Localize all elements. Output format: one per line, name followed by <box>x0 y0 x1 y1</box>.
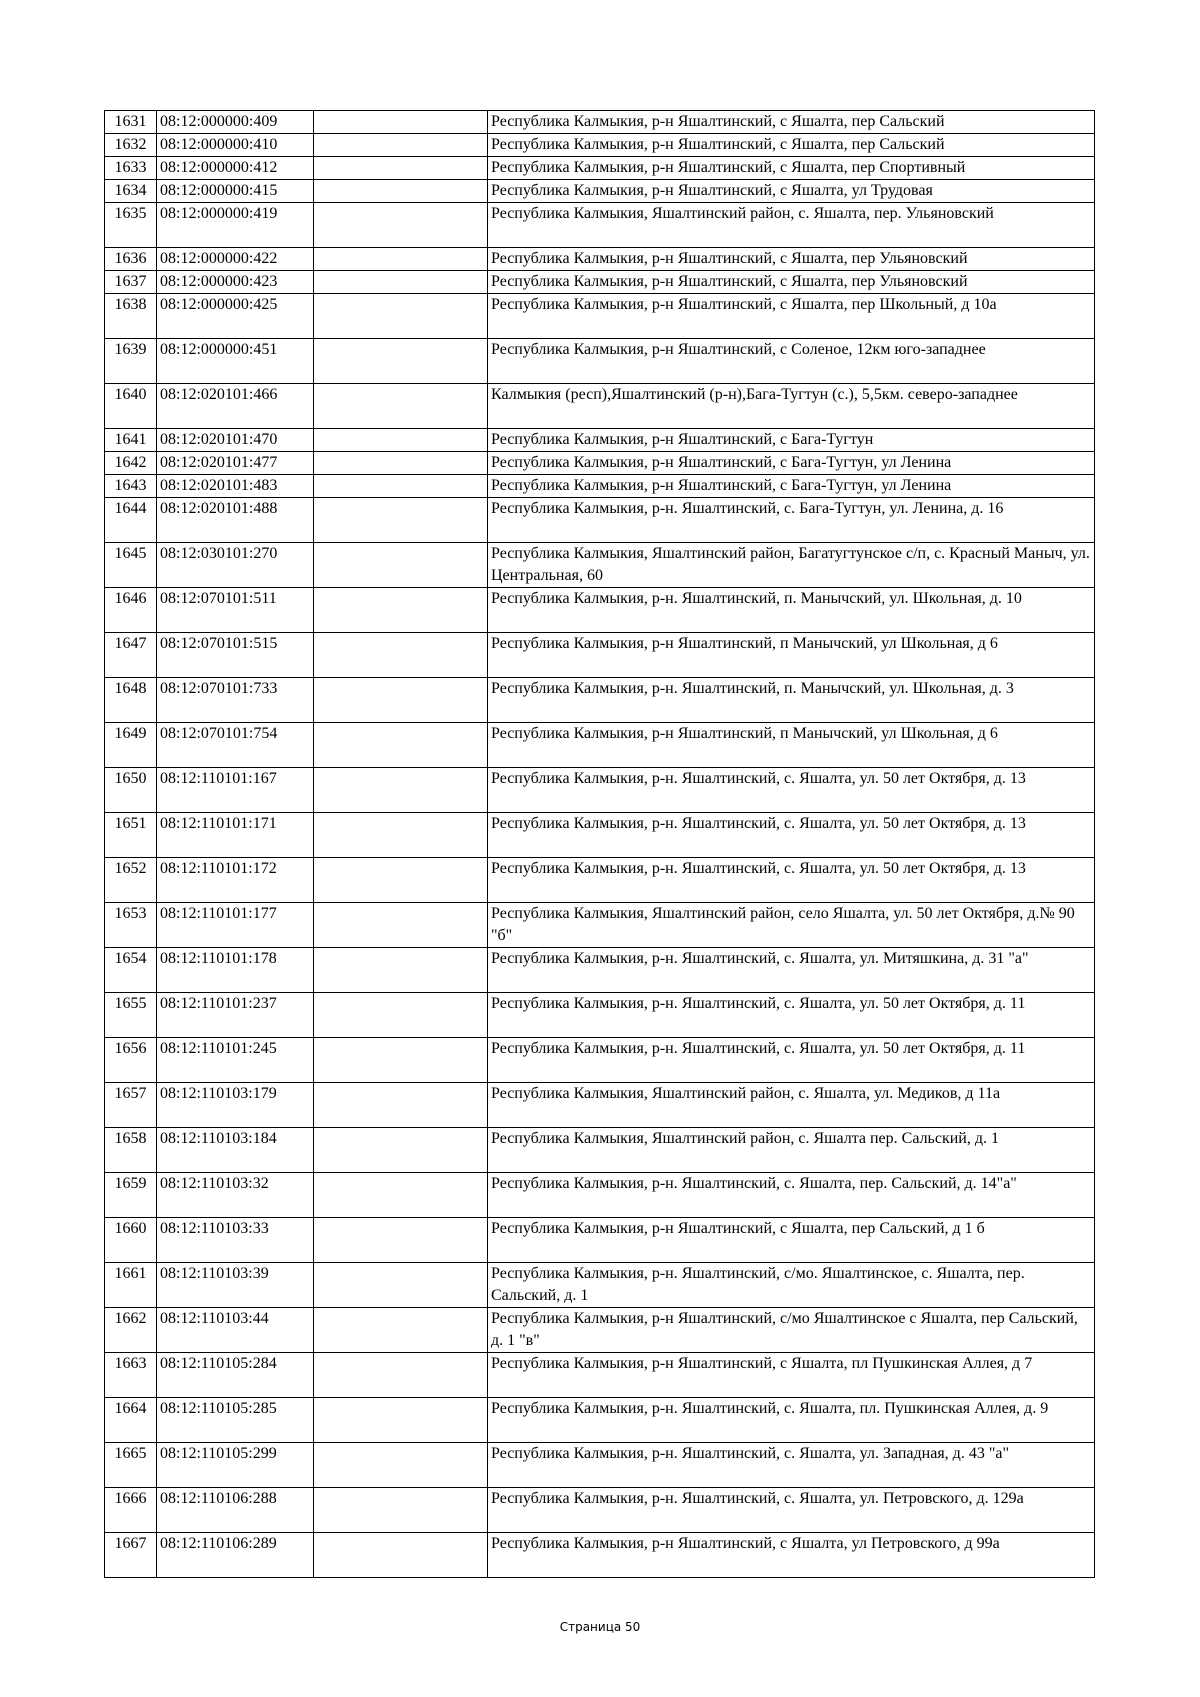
row-number-cell: 1649 <box>105 723 157 768</box>
cadastral-number-cell: 08:12:110103:33 <box>157 1218 314 1263</box>
empty-cell <box>314 271 488 294</box>
address-cell: Республика Калмыкия, р-н Яшалтинский, с Яшалта, пер Сальский, д 1 б <box>488 1218 1095 1263</box>
row-number-cell: 1635 <box>105 203 157 248</box>
cadastral-number-cell: 08:12:110103:32 <box>157 1173 314 1218</box>
table-row <box>105 858 1095 903</box>
address-cell: Республика Калмыкия, р-н Яшалтинский, с Яшалта, пер Спортивный <box>488 157 1095 180</box>
cadastral-number-cell: 08:12:110101:178 <box>157 948 314 993</box>
empty-cell <box>314 1083 488 1128</box>
table-row <box>105 993 1095 1038</box>
table-row <box>105 1128 1095 1173</box>
address-cell: Республика Калмыкия, р-н Яшалтинский, с Соленое, 12км юго-западнее <box>488 339 1095 384</box>
cadastral-number-cell: 08:12:110101:171 <box>157 813 314 858</box>
address-cell: Республика Калмыкия, р-н. Яшалтинский, с. Яшалта, ул. Митяшкина, д. 31 "а" <box>488 948 1095 993</box>
cadastral-number-cell: 08:12:070101:515 <box>157 633 314 678</box>
row-number-cell: 1656 <box>105 1038 157 1083</box>
cadastral-number-cell: 08:12:000000:423 <box>157 271 314 294</box>
address-cell: Республика Калмыкия, р-н Яшалтинский, с Яшалта, пер Сальский <box>488 111 1095 134</box>
empty-cell <box>314 1488 488 1533</box>
row-number-cell: 1659 <box>105 1173 157 1218</box>
empty-cell <box>314 1038 488 1083</box>
cadastral-number-cell: 08:12:000000:451 <box>157 339 314 384</box>
cadastral-number-cell: 08:12:000000:415 <box>157 180 314 203</box>
cadastral-number-cell: 08:12:020101:477 <box>157 452 314 475</box>
cadastral-number-cell: 08:12:110101:172 <box>157 858 314 903</box>
row-number-cell: 1651 <box>105 813 157 858</box>
address-cell: Республика Калмыкия, р-н Яшалтинский, с Яшалта, пер Ульяновский <box>488 248 1095 271</box>
address-cell: Республика Калмыкия, р-н Яшалтинский, с Яшалта, ул Трудовая <box>488 180 1095 203</box>
cadastral-number-cell: 08:12:110101:177 <box>157 903 314 948</box>
empty-cell <box>314 633 488 678</box>
cadastral-number-cell: 08:12:000000:422 <box>157 248 314 271</box>
row-number-cell: 1633 <box>105 157 157 180</box>
table-row <box>105 452 1095 475</box>
cadastral-number-cell: 08:12:110103:184 <box>157 1128 314 1173</box>
table-row <box>105 498 1095 543</box>
empty-cell <box>314 858 488 903</box>
address-cell: Республика Калмыкия, р-н. Яшалтинский, с. Яшалта, пл. Пушкинская Аллея, д. 9 <box>488 1398 1095 1443</box>
row-number-cell: 1634 <box>105 180 157 203</box>
table-row <box>105 1488 1095 1533</box>
address-cell: Республика Калмыкия, Яшалтинский район, с. Яшалта, ул. Медиков, д 11а <box>488 1083 1095 1128</box>
empty-cell <box>314 180 488 203</box>
cadastral-number-cell: 08:12:030101:270 <box>157 543 314 588</box>
table-row <box>105 1443 1095 1488</box>
empty-cell <box>314 203 488 248</box>
row-number-cell: 1653 <box>105 903 157 948</box>
cadastral-number-cell: 08:12:000000:409 <box>157 111 314 134</box>
row-number-cell: 1655 <box>105 993 157 1038</box>
empty-cell <box>314 475 488 498</box>
row-number-cell: 1645 <box>105 543 157 588</box>
cadastral-number-cell: 08:12:070101:511 <box>157 588 314 633</box>
table-row <box>105 111 1095 134</box>
empty-cell <box>314 1533 488 1578</box>
empty-cell <box>314 498 488 543</box>
row-number-cell: 1658 <box>105 1128 157 1173</box>
empty-cell <box>314 1443 488 1488</box>
row-number-cell: 1640 <box>105 384 157 429</box>
empty-cell <box>314 1218 488 1263</box>
address-cell: Республика Калмыкия, р-н. Яшалтинский, с. Яшалта, пер. Сальский, д. 14"а" <box>488 1173 1095 1218</box>
row-number-cell: 1637 <box>105 271 157 294</box>
table-row <box>105 1398 1095 1443</box>
empty-cell <box>314 1263 488 1308</box>
address-cell: Калмыкия (респ),Яшалтинский (р-н),Бага-Тугтун (с.), 5,5км. северо-западнее <box>488 384 1095 429</box>
cadastral-number-cell: 08:12:110106:289 <box>157 1533 314 1578</box>
empty-cell <box>314 1398 488 1443</box>
empty-cell <box>314 543 488 588</box>
row-number-cell: 1632 <box>105 134 157 157</box>
empty-cell <box>314 993 488 1038</box>
empty-cell <box>314 948 488 993</box>
empty-cell <box>314 588 488 633</box>
row-number-cell: 1667 <box>105 1533 157 1578</box>
cadastral-number-cell: 08:12:110105:299 <box>157 1443 314 1488</box>
address-cell: Республика Калмыкия, р-н Яшалтинский, с Яшалта, пл Пушкинская Аллея, д 7 <box>488 1353 1095 1398</box>
table-row <box>105 134 1095 157</box>
row-number-cell: 1666 <box>105 1488 157 1533</box>
empty-cell <box>314 1173 488 1218</box>
table-row <box>105 1083 1095 1128</box>
cadastral-number-cell: 08:12:110103:44 <box>157 1308 314 1353</box>
cadastral-number-cell: 08:12:020101:488 <box>157 498 314 543</box>
address-cell: Республика Калмыкия, р-н. Яшалтинский, с. Яшалта, ул. 50 лет Октября, д. 11 <box>488 1038 1095 1083</box>
cadastral-number-cell: 08:12:000000:425 <box>157 294 314 339</box>
row-number-cell: 1662 <box>105 1308 157 1353</box>
row-number-cell: 1642 <box>105 452 157 475</box>
address-cell: Республика Калмыкия, р-н. Яшалтинский, с. Яшалта, ул. 50 лет Октября, д. 11 <box>488 993 1095 1038</box>
address-cell: Республика Калмыкия, р-н Яшалтинский, с Яшалта, ул Петровского, д 99а <box>488 1533 1095 1578</box>
row-number-cell: 1639 <box>105 339 157 384</box>
address-cell: Республика Калмыкия, р-н. Яшалтинский, п. Манычский, ул. Школьная, д. 10 <box>488 588 1095 633</box>
address-cell: Республика Калмыкия, р-н. Яшалтинский, с. Яшалта, ул. Западная, д. 43 "а" <box>488 1443 1095 1488</box>
table-row <box>105 543 1095 588</box>
address-cell: Республика Калмыкия, р-н. Яшалтинский, п. Манычский, ул. Школьная, д. 3 <box>488 678 1095 723</box>
empty-cell <box>314 1128 488 1173</box>
table-row <box>105 294 1095 339</box>
table-row <box>105 1218 1095 1263</box>
cadastral-number-cell: 08:12:110105:285 <box>157 1398 314 1443</box>
cadastral-number-cell: 08:12:110101:237 <box>157 993 314 1038</box>
table-row <box>105 948 1095 993</box>
empty-cell <box>314 903 488 948</box>
address-cell: Республика Калмыкия, р-н. Яшалтинский, с. Яшалта, ул. 50 лет Октября, д. 13 <box>488 858 1095 903</box>
row-number-cell: 1644 <box>105 498 157 543</box>
table-row <box>105 1038 1095 1083</box>
table-row <box>105 633 1095 678</box>
address-cell: Республика Калмыкия, р-н Яшалтинский, п Манычский, ул Школьная, д 6 <box>488 633 1095 678</box>
table-row <box>105 429 1095 452</box>
table-row <box>105 813 1095 858</box>
row-number-cell: 1638 <box>105 294 157 339</box>
cadastral-number-cell: 08:12:110105:284 <box>157 1353 314 1398</box>
empty-cell <box>314 111 488 134</box>
empty-cell <box>314 384 488 429</box>
cadastral-number-cell: 08:12:070101:754 <box>157 723 314 768</box>
row-number-cell: 1660 <box>105 1218 157 1263</box>
row-number-cell: 1650 <box>105 768 157 813</box>
empty-cell <box>314 429 488 452</box>
row-number-cell: 1664 <box>105 1398 157 1443</box>
cadastral-number-cell: 08:12:020101:470 <box>157 429 314 452</box>
row-number-cell: 1647 <box>105 633 157 678</box>
row-number-cell: 1654 <box>105 948 157 993</box>
row-number-cell: 1643 <box>105 475 157 498</box>
row-number-cell: 1665 <box>105 1443 157 1488</box>
table-row <box>105 1353 1095 1398</box>
address-cell: Республика Калмыкия, р-н Яшалтинский, с Яшалта, пер Ульяновский <box>488 271 1095 294</box>
table-row <box>105 203 1095 248</box>
row-number-cell: 1661 <box>105 1263 157 1308</box>
cadastral-number-cell: 08:12:110103:179 <box>157 1083 314 1128</box>
table-row <box>105 1308 1095 1353</box>
empty-cell <box>314 1308 488 1353</box>
empty-cell <box>314 157 488 180</box>
table-row <box>105 475 1095 498</box>
row-number-cell: 1652 <box>105 858 157 903</box>
row-number-cell: 1631 <box>105 111 157 134</box>
empty-cell <box>314 248 488 271</box>
address-cell: Республика Калмыкия, Яшалтинский район, Багатугтунское с/п, с. Красный Маныч, ул. Центральная, 60 <box>488 543 1095 588</box>
registry-table <box>104 110 1095 1578</box>
row-number-cell: 1663 <box>105 1353 157 1398</box>
table-row <box>105 1533 1095 1578</box>
table-row <box>105 723 1095 768</box>
table-row <box>105 157 1095 180</box>
table-row <box>105 903 1095 948</box>
table-row <box>105 339 1095 384</box>
address-cell: Республика Калмыкия, р-н Яшалтинский, с Яшалта, пер Школьный, д 10а <box>488 294 1095 339</box>
empty-cell <box>314 294 488 339</box>
cadastral-number-cell: 08:12:110101:245 <box>157 1038 314 1083</box>
address-cell: Республика Калмыкия, р-н. Яшалтинский, с. Яшалта, ул. Петровского, д. 129а <box>488 1488 1095 1533</box>
empty-cell <box>314 723 488 768</box>
cadastral-number-cell: 08:12:070101:733 <box>157 678 314 723</box>
cadastral-number-cell: 08:12:000000:410 <box>157 134 314 157</box>
row-number-cell: 1641 <box>105 429 157 452</box>
address-cell: Республика Калмыкия, Яшалтинский район, с. Яшалта, пер. Ульяновский <box>488 203 1095 248</box>
table-row <box>105 1173 1095 1218</box>
address-cell: Республика Калмыкия, р-н Яшалтинский, с Яшалта, пер Сальский <box>488 134 1095 157</box>
row-number-cell: 1657 <box>105 1083 157 1128</box>
table-row <box>105 588 1095 633</box>
table-row <box>105 180 1095 203</box>
row-number-cell: 1636 <box>105 248 157 271</box>
empty-cell <box>314 452 488 475</box>
cadastral-number-cell: 08:12:110101:167 <box>157 768 314 813</box>
address-cell: Республика Калмыкия, р-н. Яшалтинский, с/мо. Яшалтинское, с. Яшалта, пер. Сальский, д. 1 <box>488 1263 1095 1308</box>
address-cell: Республика Калмыкия, р-н Яшалтинский, с Бага-Тугтун, ул Ленина <box>488 475 1095 498</box>
empty-cell <box>314 1353 488 1398</box>
table-row <box>105 271 1095 294</box>
address-cell: Республика Калмыкия, р-н Яшалтинский, с/мо Яшалтинское с Яшалта, пер Сальский, д. 1 "в" <box>488 1308 1095 1353</box>
table-row <box>105 248 1095 271</box>
page-footer: Страница 50 <box>559 1620 641 1634</box>
address-cell: Республика Калмыкия, р-н. Яшалтинский, с. Бага-Тугтун, ул. Ленина, д. 16 <box>488 498 1095 543</box>
table-row <box>105 678 1095 723</box>
empty-cell <box>314 339 488 384</box>
empty-cell <box>314 768 488 813</box>
address-cell: Республика Калмыкия, р-н. Яшалтинский, с. Яшалта, ул. 50 лет Октября, д. 13 <box>488 768 1095 813</box>
address-cell: Республика Калмыкия, р-н Яшалтинский, с Бага-Тугтун, ул Ленина <box>488 452 1095 475</box>
empty-cell <box>314 813 488 858</box>
table-row <box>105 384 1095 429</box>
address-cell: Республика Калмыкия, Яшалтинский район, село Яшалта, ул. 50 лет Октября, д.№ 90 "б" <box>488 903 1095 948</box>
empty-cell <box>314 678 488 723</box>
cadastral-number-cell: 08:12:110103:39 <box>157 1263 314 1308</box>
cadastral-number-cell: 08:12:000000:419 <box>157 203 314 248</box>
row-number-cell: 1648 <box>105 678 157 723</box>
address-cell: Республика Калмыкия, р-н Яшалтинский, п Манычский, ул Школьная, д 6 <box>488 723 1095 768</box>
row-number-cell: 1646 <box>105 588 157 633</box>
address-cell: Республика Калмыкия, р-н Яшалтинский, с Бага-Тугтун <box>488 429 1095 452</box>
address-cell: Республика Калмыкия, р-н. Яшалтинский, с. Яшалта, ул. 50 лет Октября, д. 13 <box>488 813 1095 858</box>
empty-cell <box>314 134 488 157</box>
cadastral-number-cell: 08:12:020101:483 <box>157 475 314 498</box>
table-row <box>105 1263 1095 1308</box>
cadastral-number-cell: 08:12:000000:412 <box>157 157 314 180</box>
cadastral-number-cell: 08:12:020101:466 <box>157 384 314 429</box>
cadastral-number-cell: 08:12:110106:288 <box>157 1488 314 1533</box>
address-cell: Республика Калмыкия, Яшалтинский район, с. Яшалта пер. Сальский, д. 1 <box>488 1128 1095 1173</box>
registry-rows <box>105 111 1095 1578</box>
table-row <box>105 768 1095 813</box>
